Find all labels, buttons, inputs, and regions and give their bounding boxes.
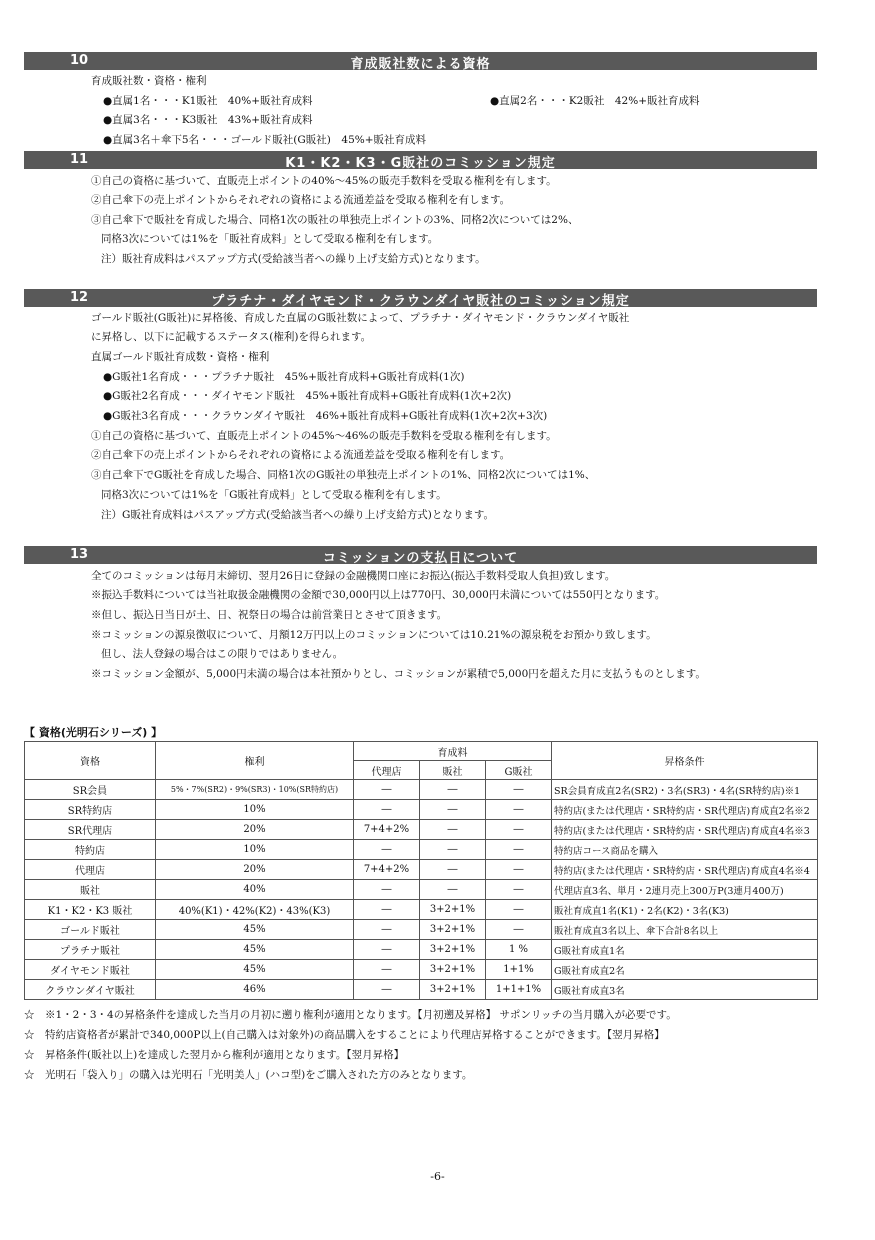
header-g-hansha: G販社 bbox=[486, 761, 552, 780]
table-row bbox=[25, 940, 818, 960]
cell-g-hansha: ― bbox=[486, 780, 552, 800]
cell-kenri: 20% bbox=[156, 860, 354, 880]
s12-line-5: ②自己傘下の売上ポイントからそれぞれの資格による流通差益を受取る権利を有します。 bbox=[91, 449, 511, 461]
table-row bbox=[25, 840, 818, 860]
qualification-table bbox=[24, 741, 818, 1000]
cell-shikaku: 特約店 bbox=[25, 840, 156, 860]
cell-hansha: ― bbox=[420, 880, 486, 900]
cell-g-hansha: 1 % bbox=[486, 940, 552, 960]
note-2: ☆ 特約店資格者が累計で340,000P以上(自己購入は対象外)の商品購入をすることにより代理店昇格することができます。【翌月昇格】 bbox=[24, 1029, 665, 1041]
s10-bullet-k3: ●直属3名・・・K3販社 43%+販社育成料 bbox=[103, 114, 313, 126]
cell-kenri: 10% bbox=[156, 800, 354, 820]
cell-joken: 特約店(または代理店・SR特約店・SR代理店)育成直4名※4 bbox=[552, 860, 818, 880]
cell-dairiten: 7+4+2% bbox=[354, 860, 420, 880]
header-dairiten: 代理店 bbox=[354, 761, 420, 780]
s12-bullet-platinum: ●G販社1名育成・・・プラチナ販社 45%+販社育成料+G販社育成料(1次) bbox=[103, 371, 465, 383]
cell-shikaku: SR特約店 bbox=[25, 800, 156, 820]
table-caption: 【 資格(光明石シリーズ) 】 bbox=[24, 726, 163, 739]
cell-kenri: 40% bbox=[156, 880, 354, 900]
cell-dairiten: ― bbox=[354, 900, 420, 920]
s10-intro: 育成販社数・資格・権利 bbox=[91, 75, 207, 87]
cell-kenri: 45% bbox=[156, 920, 354, 940]
s12-line-2: に昇格し、以下に記載するステータス(権利)を得られます。 bbox=[91, 331, 372, 343]
cell-dairiten: ― bbox=[354, 920, 420, 940]
cell-hansha: 3+2+1% bbox=[420, 920, 486, 940]
s12-line-4: ①自己の資格に基づいて、直販売上ポイントの45%～46%の販売手数料を受取る権利を有します。 bbox=[91, 430, 557, 442]
section-header-11 bbox=[24, 151, 817, 169]
cell-joken: G販社育成直2名 bbox=[552, 960, 818, 980]
section-title: K1・K2・K3・G販社のコミッション規定 bbox=[285, 156, 556, 171]
cell-g-hansha: ― bbox=[486, 880, 552, 900]
cell-joken: 特約店(または代理店・SR特約店・SR代理店)育成直2名※2 bbox=[552, 800, 818, 820]
section-title: プラチナ・ダイヤモンド・クラウンダイヤ販社のコミッション規定 bbox=[211, 294, 630, 309]
s13-line-1: 全てのコミッションは毎月末締切、翌月26日に登録の金融機関口座にお振込(振込手数料受取人負担)致します。 bbox=[91, 570, 616, 582]
cell-hansha: ― bbox=[420, 800, 486, 820]
note-1: ☆ ※1・2・3・4の昇格条件を達成した当月の月初に遡り権利が適用となります。【月初遡及昇格】 サポンリッチの当月購入が必要です。 bbox=[24, 1009, 677, 1021]
s10-bullet-k2: ●直属2名・・・K2販社 42%+販社育成料 bbox=[490, 95, 700, 107]
header-kenri: 権利 bbox=[156, 742, 354, 780]
section-header-12 bbox=[24, 289, 817, 307]
s12-line-6: ③自己傘下でG販社を育成した場合、同格1次のG販社の単独売上ポイントの1%、同格2次については1%、 bbox=[91, 469, 596, 481]
s11-line-3: ③自己傘下で販社を育成した場合、同格1次の販社の単独売上ポイントの3%、同格2次については2%、 bbox=[91, 214, 579, 226]
s12-line-7: 同格3次については1%を「G販社育成料」として受取る権利を有します。 bbox=[101, 489, 447, 501]
cell-joken: 代理店直3名、単月・2連月売上300万P(3連月400万) bbox=[552, 880, 818, 900]
cell-dairiten: ― bbox=[354, 980, 420, 1000]
cell-shikaku: プラチナ販社 bbox=[25, 940, 156, 960]
section-header-13 bbox=[24, 546, 817, 564]
cell-g-hansha: ― bbox=[486, 820, 552, 840]
cell-g-hansha: ― bbox=[486, 860, 552, 880]
cell-shikaku: SR会員 bbox=[25, 780, 156, 800]
cell-dairiten: ― bbox=[354, 840, 420, 860]
cell-g-hansha: ― bbox=[486, 920, 552, 940]
s13-line-6: ※コミッション金額が、5,000円未満の場合は本社預かりとし、コミッションが累積で5,000円を超えた月に支払うものとします。 bbox=[91, 668, 706, 680]
cell-kenri: 20% bbox=[156, 820, 354, 840]
cell-g-hansha: 1+1+1% bbox=[486, 980, 552, 1000]
cell-g-hansha: ― bbox=[486, 800, 552, 820]
cell-shikaku: 販社 bbox=[25, 880, 156, 900]
table-row bbox=[25, 980, 818, 1000]
note-4: ☆ 光明石「袋入り」の購入は光明石「光明美人」(ハコ型)をご購入された方のみとなります。 bbox=[24, 1069, 473, 1081]
cell-shikaku: クラウンダイヤ販社 bbox=[25, 980, 156, 1000]
cell-hansha: ― bbox=[420, 840, 486, 860]
header-hansha: 販社 bbox=[420, 761, 486, 780]
cell-joken: G販社育成直3名 bbox=[552, 980, 818, 1000]
s11-note: 注）販社育成料はパスアップ方式(受給該当者への繰り上げ支給方式)となります。 bbox=[101, 253, 486, 265]
note-3: ☆ 昇格条件(販社以上)を達成した翌月から権利が適用となります。【翌月昇格】 bbox=[24, 1049, 405, 1061]
cell-kenri: 5%・7%(SR2)・9%(SR3)・10%(SR特約店) bbox=[156, 780, 354, 800]
section-title: 育成販社数による資格 bbox=[350, 57, 491, 72]
cell-hansha: 3+2+1% bbox=[420, 940, 486, 960]
page-number: -6- bbox=[430, 1170, 445, 1183]
table-row bbox=[25, 820, 818, 840]
s12-bullet-diamond: ●G販社2名育成・・・ダイヤモンド販社 45%+販社育成料+G販社育成料(1次+2次) bbox=[103, 390, 512, 402]
s13-line-5: 但し、法人登録の場合はこの限りではありません。 bbox=[101, 648, 344, 660]
s11-line-2: ②自己傘下の売上ポイントからそれぞれの資格による流通差益を受取る権利を有します。 bbox=[91, 194, 511, 206]
cell-joken: 特約店コース商品を購入 bbox=[552, 840, 818, 860]
section-number: 10 bbox=[70, 53, 89, 68]
section-number: 12 bbox=[70, 290, 89, 305]
cell-kenri: 45% bbox=[156, 960, 354, 980]
cell-g-hansha: ― bbox=[486, 840, 552, 860]
cell-dairiten: ― bbox=[354, 960, 420, 980]
cell-kenri: 40%(K1)・42%(K2)・43%(K3) bbox=[156, 900, 354, 920]
cell-g-hansha: ― bbox=[486, 900, 552, 920]
s10-bullet-gold: ●直属3名＋傘下5名・・・ゴールド販社(G販社) 45%+販社育成料 bbox=[103, 134, 427, 146]
cell-dairiten: ― bbox=[354, 940, 420, 960]
cell-g-hansha: 1+1% bbox=[486, 960, 552, 980]
s13-line-2: ※振込手数料については当社取扱金融機関の金額で30,000円以上は770円、30,000円未満については550円となります。 bbox=[91, 589, 666, 601]
cell-joken: 特約店(または代理店・SR特約店・SR代理店)育成直4名※3 bbox=[552, 820, 818, 840]
table-row bbox=[25, 920, 818, 940]
s12-bullet-crown: ●G販社3名育成・・・クラウンダイヤ販社 46%+販社育成料+G販社育成料(1次+2次+3次) bbox=[103, 410, 548, 422]
s11-line-1: ①自己の資格に基づいて、直販売上ポイントの40%～45%の販売手数料を受取る権利を有します。 bbox=[91, 175, 557, 187]
cell-hansha: 3+2+1% bbox=[420, 980, 486, 1000]
s12-line-3: 直属ゴールド販社育成数・資格・権利 bbox=[91, 351, 270, 363]
cell-shikaku: K1・K2・K3 販社 bbox=[25, 900, 156, 920]
cell-joken: 販社育成直3名以上、傘下合計8名以上 bbox=[552, 920, 818, 940]
cell-kenri: 10% bbox=[156, 840, 354, 860]
cell-kenri: 45% bbox=[156, 940, 354, 960]
cell-shikaku: ゴールド販社 bbox=[25, 920, 156, 940]
s13-line-3: ※但し、振込日当日が土、日、祝祭日の場合は前営業日とさせて頂きます。 bbox=[91, 609, 448, 621]
cell-hansha: ― bbox=[420, 780, 486, 800]
cell-hansha: ― bbox=[420, 860, 486, 880]
cell-dairiten: 7+4+2% bbox=[354, 820, 420, 840]
s12-line-1: ゴールド販社(G販社)に昇格後、育成した直属のG販社数によって、プラチナ・ダイヤモンド・クラウンダイヤ販社 bbox=[91, 312, 630, 324]
header-ikusei: 育成料 bbox=[354, 742, 552, 761]
section-header-10 bbox=[24, 52, 817, 70]
cell-dairiten: ― bbox=[354, 880, 420, 900]
cell-dairiten: ― bbox=[354, 780, 420, 800]
table-row bbox=[25, 900, 818, 920]
cell-dairiten: ― bbox=[354, 800, 420, 820]
cell-joken: 販社育成直1名(K1)・2名(K2)・3名(K3) bbox=[552, 900, 818, 920]
cell-hansha: 3+2+1% bbox=[420, 900, 486, 920]
table-row bbox=[25, 880, 818, 900]
table-row bbox=[25, 800, 818, 820]
table-row bbox=[25, 780, 818, 800]
cell-shikaku: SR代理店 bbox=[25, 820, 156, 840]
section-title: コミッションの支払日について bbox=[322, 551, 519, 566]
cell-hansha: 3+2+1% bbox=[420, 960, 486, 980]
s10-bullet-k1: ●直属1名・・・K1販社 40%+販社育成料 bbox=[103, 95, 313, 107]
s13-line-4: ※コミッションの源泉徴収について、月額12万円以上のコミッションについては10.21%の源泉税をお預かり致します。 bbox=[91, 629, 657, 641]
cell-joken: G販社育成直1名 bbox=[552, 940, 818, 960]
cell-shikaku: ダイヤモンド販社 bbox=[25, 960, 156, 980]
cell-joken: SR会員育成直2名(SR2)・3名(SR3)・4名(SR特約店)※1 bbox=[552, 780, 818, 800]
table-row bbox=[25, 860, 818, 880]
table-row bbox=[25, 960, 818, 980]
cell-kenri: 46% bbox=[156, 980, 354, 1000]
header-shikaku: 資格 bbox=[25, 742, 156, 780]
header-joken: 昇格条件 bbox=[552, 742, 818, 780]
s12-note: 注）G販社育成料はパスアップ方式(受給該当者への繰り上げ支給方式)となります。 bbox=[101, 509, 495, 521]
section-number: 11 bbox=[70, 152, 89, 167]
cell-hansha: ― bbox=[420, 820, 486, 840]
s11-line-4: 同格3次については1%を「販社育成料」として受取る権利を有します。 bbox=[101, 233, 439, 245]
section-number: 13 bbox=[70, 547, 89, 562]
cell-shikaku: 代理店 bbox=[25, 860, 156, 880]
